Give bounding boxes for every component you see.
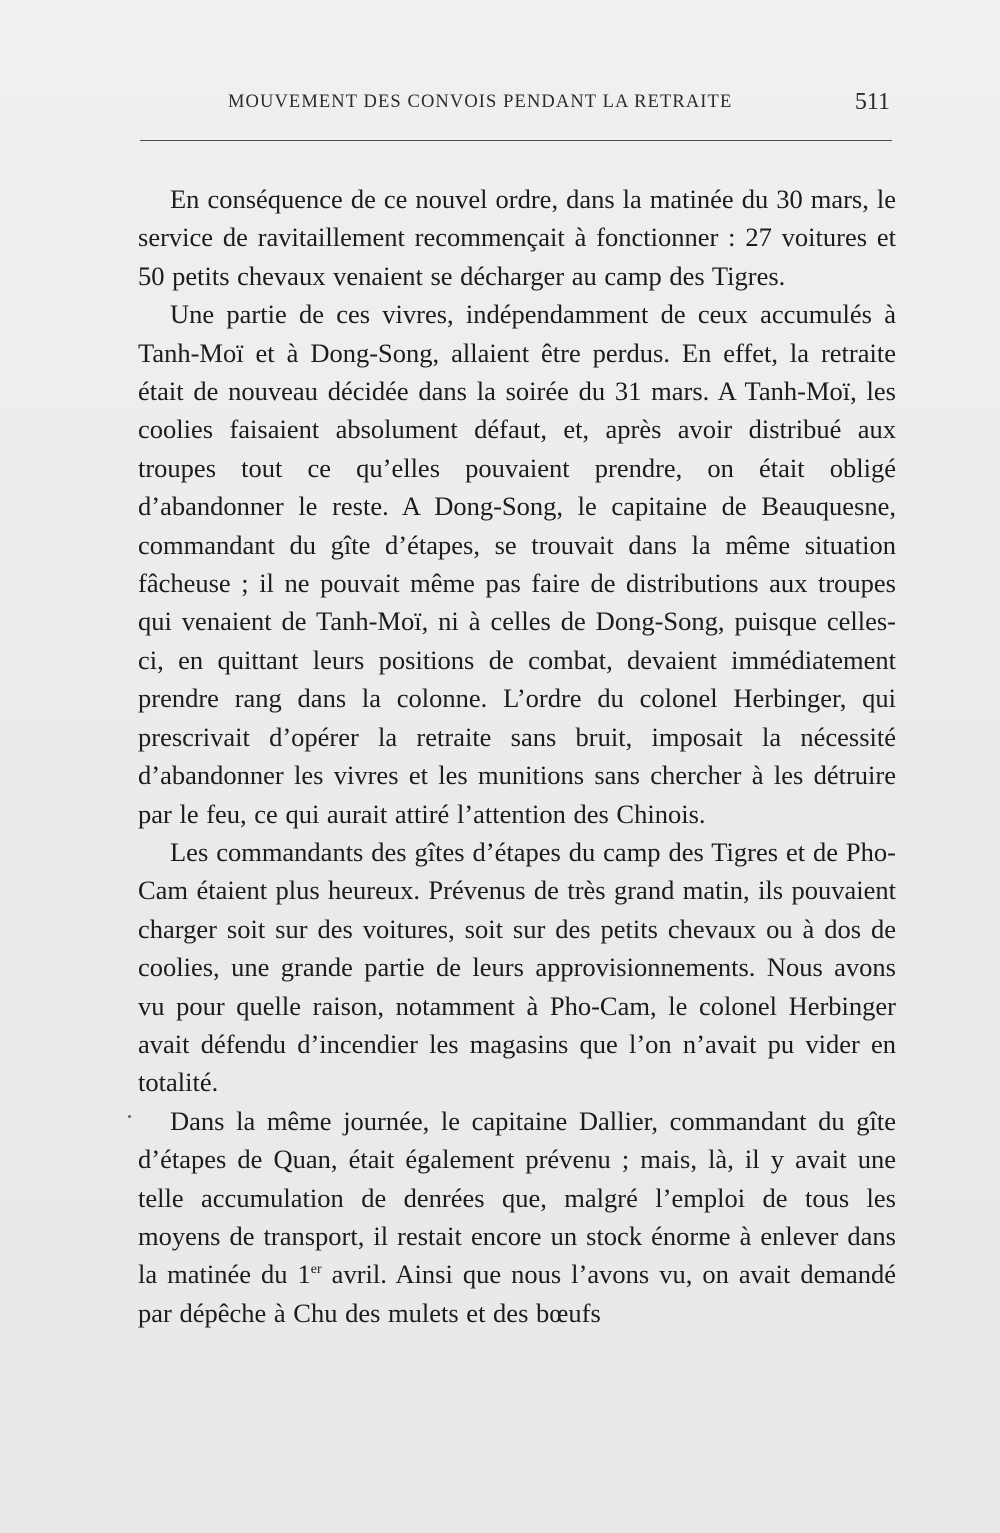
running-head bbox=[140, 89, 892, 122]
paragraph-2: Une partie de ces vivres, indépendamment de ceux accumulés à Tanh-Moï et à Dong-Song, allaient être perdus. En effet, la retraite était de nouveau décidée dans la soirée du 31 mars. A Tanh-Moï, les coolies faisaient absolument défaut, et, après avoir distribué aux troupes tout ce qu’elles pouvaient prendre, on était obligé d’abandonner le reste. A Dong-Song, le capitaine de Beauquesne, commandant du gîte d’étapes, se trouvait dans la même situation fâcheuse ; il ne pouvait même pas faire de distributions aux troupes qui venaient de Tanh-Moï, ni à celles de Dong-Song, puisque celles-ci, en quittant leurs positions de combat, devaient immédiatement prendre rang dans la colonne. L’ordre du colonel Herbinger, qui prescrivait d’opérer la retraite sans bruit, imposait la nécessité d’abandonner les vivres et les munitions sans chercher à les détruire par le feu, ce qui aurait attiré l’attention des Chinois. bbox=[138, 299, 896, 829]
margin-speck bbox=[128, 1115, 131, 1118]
paragraph-4 bbox=[138, 1102, 896, 1332]
body-text bbox=[138, 180, 896, 1332]
paragraph-1: En conséquence de ce nouvel ordre, dans la matinée du 30 mars, le service de ravitaillement recommençait à fonctionner : 27 voitures et 50 petits chevaux venaient se décharger au camp des Tigres. bbox=[138, 184, 896, 291]
paragraph-3: Les commandants des gîtes d’étapes du camp des Tigres et de Pho-Cam étaient plus heureux. Prévenus de très grand matin, ils pouvaient charger soit sur des voitures, soit sur des petits chevaux ou à dos de coolies, une grande partie de leurs approvisionnements. Nous avons vu pour quelle raison, notamment à Pho-Cam, le colonel Herbinger avait défendu d’incendier les magasins que l’on n’avait pu vider en totalité. bbox=[138, 836, 896, 1098]
paragraph-4-text-after: avril. Ainsi que nous l’avons vu, on avait demandé par dépêche à Chu des mulets et des bœufs bbox=[138, 1259, 897, 1328]
running-title: MOUVEMENT DES CONVOIS PENDANT LA RETRAITE bbox=[228, 92, 733, 112]
header-rule bbox=[140, 140, 892, 141]
ordinal-superscript: er bbox=[310, 1262, 322, 1278]
page-number: 511 bbox=[854, 89, 890, 115]
paragraph-4-text-before: Dans la même journée, le capitaine Dallier, commandant du gîte d’étapes de Quan, était également prévenu ; mais, là, il y avait une telle accumulation de denrées que, malgré l’emploi de tous les moyens de transport, il restait encore un stock énorme à enlever dans la matinée du 1 bbox=[138, 1105, 896, 1290]
